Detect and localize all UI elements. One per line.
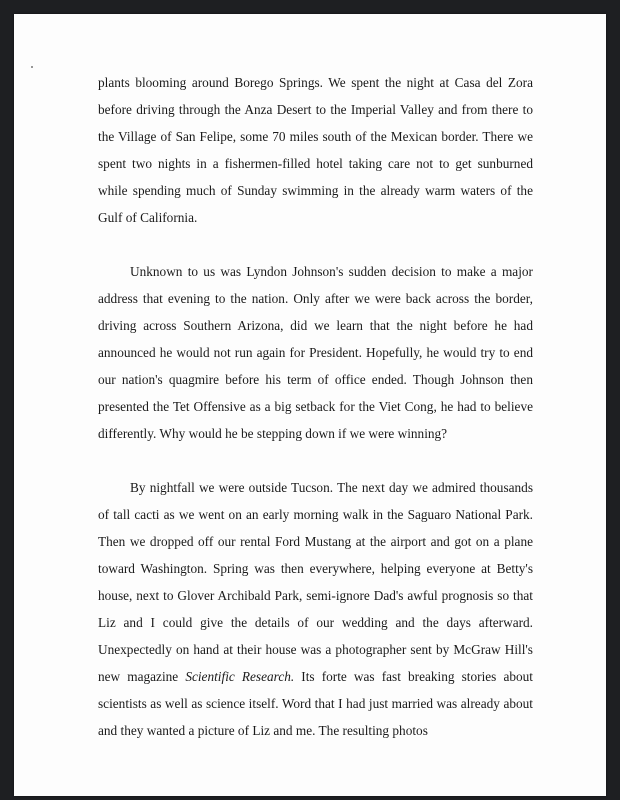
document-body [98,69,533,771]
paragraph-3-part-2: Its forte was fast breaking stories about scientists as well as science itself. Word that I had just married was already about and they wanted a picture of Liz and me. The resulting photos [98,669,533,738]
paragraph-1: plants blooming around Borego Springs. We spent the night at Casa del Zora before driving through the Anza Desert to the Imperial Valley and from there to the Village of San Felipe, some 70 miles south of the Mexican border. There we spent two nights in a fishermen-filled hotel taking care not to get sunburned while spending much of Sunday swimming in the already warm waters of the Gulf of California. [98,75,533,225]
magazine-title: Scientific Research. [185,669,295,684]
paragraph-3-part-1: By nightfall we were outside Tucson. The next day we admired thousands of tall cacti as we went on an early morning walk in the Saguaro National Park. Then we dropped off our rental Ford Mustang at the airport and got on a plane toward Washington. Spring was then everywhere, helping everyone at Betty's house, next to Glover Archibald Park, semi-ignore Dad's awful prognosis so that Liz and I could give the details of our wedding and the days afterward. Unexpectedly on hand at their house was a photographer sent by McGraw Hill's new magazine [98,480,533,684]
document-page [14,14,606,796]
paragraph-2: Unknown to us was Lyndon Johnson's sudden decision to make a major address that evening to the nation. Only after we were back across the border, driving across Southern Arizona, did we learn that the night before he had announced he would not run again for President. Hopefully, he would try to end our nation's quagmire before his term of office ended. Though Johnson then presented the Tet Offensive as a big setback for the Viet Cong, he had to believe differently. Why would he be stepping down if we were winning? [98,264,533,441]
page-speck [31,66,33,68]
paragraph-3 [98,474,533,744]
